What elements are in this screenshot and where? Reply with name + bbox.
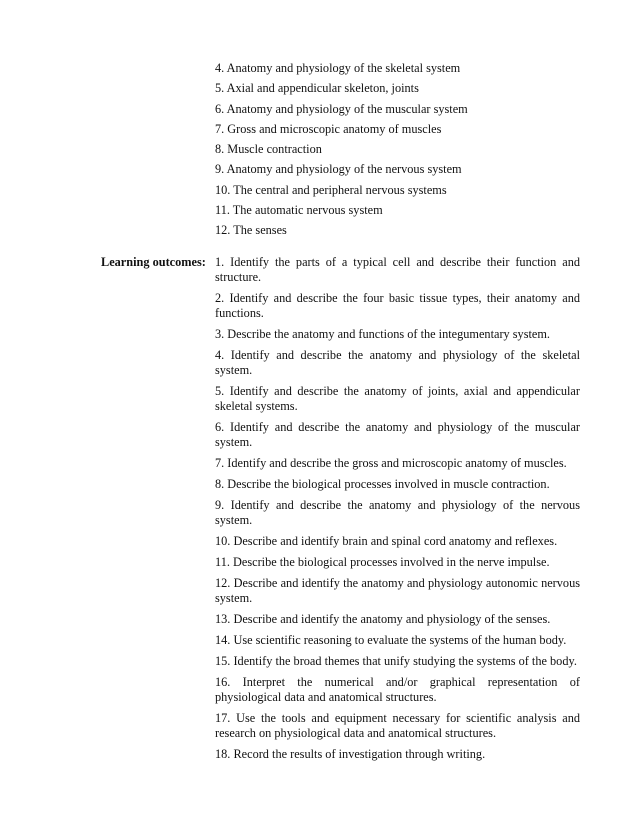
outcome-item: 4. Identify and describe the anatomy and physiology of the skeletal system. [215, 348, 580, 377]
outcome-item: 18. Record the results of investigation through writing. [215, 747, 486, 761]
outcome-item: 9. Identify and describe the anatomy and physiology of the nervous system. [215, 498, 580, 527]
topic-item: 4. Anatomy and physiology of the skeletal system [215, 61, 461, 75]
outcome-item: 11. Describe the biological processes involved in the nerve impulse. [215, 555, 550, 569]
topic-item: 8. Muscle contraction [215, 142, 322, 157]
learning-outcomes-list [215, 255, 580, 768]
topic-item: 12. The senses [215, 223, 287, 238]
outcome-item: 15. Identify the broad themes that unify studying the systems of the body. [215, 654, 577, 668]
outcome-item: 5. Identify and describe the anatomy of joints, axial and appendicular skeletal systems. [215, 384, 580, 413]
outcome-item: 3. Describe the anatomy and functions of the integumentary system. [215, 327, 550, 341]
outcome-item: 2. Identify and describe the four basic tissue types, their anatomy and functions. [215, 291, 580, 320]
outcome-item: 8. Describe the biological processes involved in muscle contraction. [215, 477, 550, 491]
topic-item: 6. Anatomy and physiology of the muscular system [215, 101, 468, 116]
outcome-item: 12. Describe and identify the anatomy and physiology autonomic nervous system. [215, 576, 580, 605]
outcome-item: 10. Describe and identify brain and spinal cord anatomy and reflexes. [215, 534, 558, 548]
topic-item: 7. Gross and microscopic anatomy of muscles [215, 121, 442, 136]
topic-item: 5. Axial and appendicular skeleton, joints [215, 81, 419, 96]
outcome-item: 16. Interpret the numerical and/or graphical representation of physiological data and anatomical structures. [215, 675, 580, 704]
outcome-item: 6. Identify and describe the anatomy and physiology of the muscular system. [215, 420, 580, 449]
outcome-item: 13. Describe and identify the anatomy and physiology of the senses. [215, 612, 551, 626]
topic-item: 10. The central and peripheral nervous systems [215, 182, 447, 197]
outcome-item: 7. Identify and describe the gross and microscopic anatomy of muscles. [215, 456, 567, 470]
topic-item: 9. Anatomy and physiology of the nervous system [215, 162, 462, 177]
outcome-item: 1. Identify the parts of a typical cell and describe their function and structure. [215, 255, 580, 284]
outcome-item: 14. Use scientific reasoning to evaluate the systems of the human body. [215, 633, 567, 647]
topics-list [215, 61, 580, 244]
topic-item: 11. The automatic nervous system [215, 203, 383, 218]
outcome-item: 17. Use the tools and equipment necessary for scientific analysis and research on physiological data and anatomical structures. [215, 711, 580, 740]
learning-outcomes-label: Learning outcomes: [101, 255, 206, 269]
